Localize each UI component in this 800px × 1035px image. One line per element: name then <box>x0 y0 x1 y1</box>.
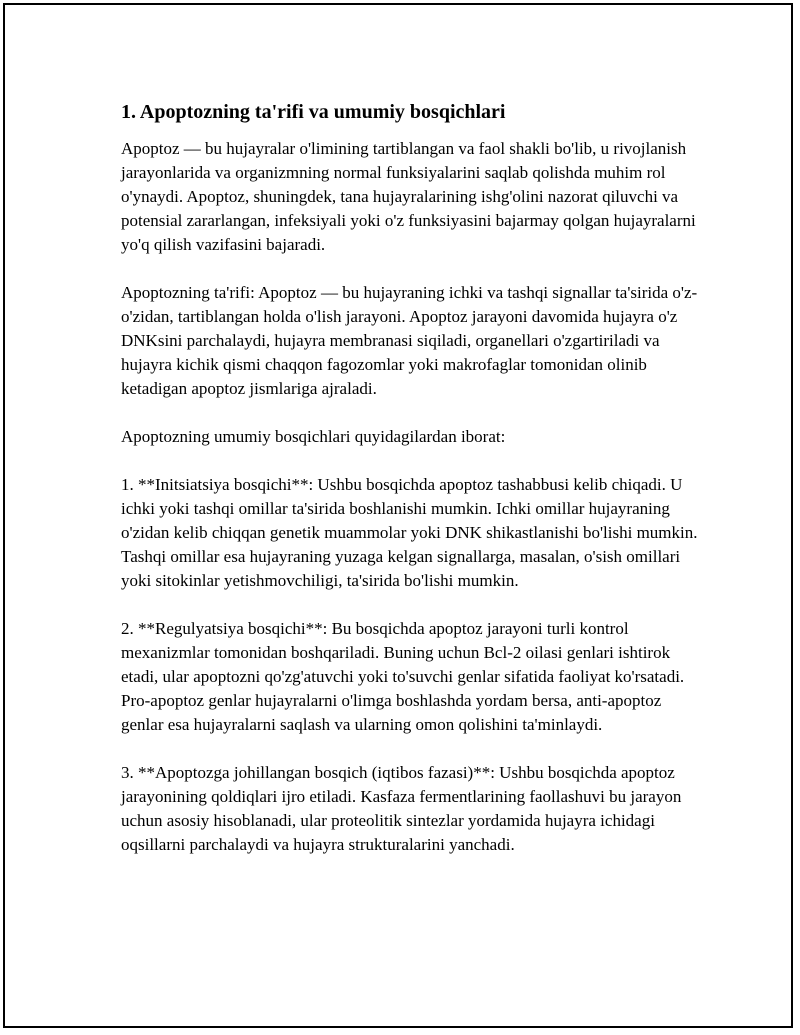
section-heading: 1. Apoptozning ta'rifi va umumiy bosqichlari <box>121 101 506 123</box>
paragraph-stage-1: 1. **Initsiatsiya bosqichi**: Ushbu bosqichda apoptoz tashabbusi kelib chiqadi. U ichki yoki tashqi omillar ta'sirida boshlanishi mumkin. Ichki omillar hujayraning o'zidan kelib chiqqan genetik muammolar yoki DNK shikastlanishi bo'lishi mumkin. Tashqi omillar esa hujayraning yuzaga kelgan signallarga, masalan, o'sish omillari yoki sitokinlar yetishmovchiligi, ta'sirida bo'lishi mumkin. <box>121 475 698 590</box>
paragraph-stage-2: 2. **Regulyatsiya bosqichi**: Bu bosqichda apoptoz jarayoni turli kontrol mexanizmlar tomonidan boshqariladi. Buning uchun Bcl-2 oilasi genlari ishtirok etadi, ular apoptozni qo'zg'atuvchi yoki to'suvchi genlar sifatida faoliyat ko'rsatadi. Pro-apoptoz genlar hujayralarni o'limga boshlashda yordam bersa, anti-apoptoz genlar esa hujayralarni saqlash va ularning omon qolishini ta'minlaydi. <box>121 619 685 734</box>
paragraph-definition: Apoptozning ta'rifi: Apoptoz — bu hujayraning ichki va tashqi signallar ta'sirida o'z-o'zidan, tartiblangan holda o'lish jarayoni. Apoptoz jarayoni davomida hujayra o'z DNKsini parchalaydi, hujayra membranasi siqiladi, organellari o'zgartiriladi va hujayra kichik qismi chaqqon fagozomlar yoki makrofaglar tomonidan olinib ketadigan apoptoz jismlariga ajraladi. <box>121 283 698 398</box>
document-page <box>3 3 793 1028</box>
document-content <box>121 99 701 881</box>
paragraph-stages-intro: Apoptozning umumiy bosqichlari quyidagilardan iborat: <box>121 427 506 446</box>
paragraph-intro: Apoptoz — bu hujayralar o'limining tartiblangan va faol shakli bo'lib, u rivojlanish jarayonlarida va organizmning normal funksiyalarini saqlab qolishda muhim rol o'ynaydi. Apoptoz, shuningdek, tana hujayralarining ishg'olini nazorat qiluvchi va potensial zararlangan, infeksiyali yoki o'z funksiyasini bajarmay qolgan hujayralarni yo'q qilish vazifasini bajaradi. <box>121 139 696 254</box>
paragraph-stage-3: 3. **Apoptozga johillangan bosqich (iqtibos fazasi)**: Ushbu bosqichda apoptoz jarayonining qoldiqlari ijro etiladi. Kasfaza fermentlarining faollashuvi bu jarayon uchun asosiy hisoblanadi, ular proteolitik sintezlar yordamida hujayra ichidagi oqsillarni parchalaydi va hujayra strukturalarini yanchadi. <box>121 763 682 854</box>
